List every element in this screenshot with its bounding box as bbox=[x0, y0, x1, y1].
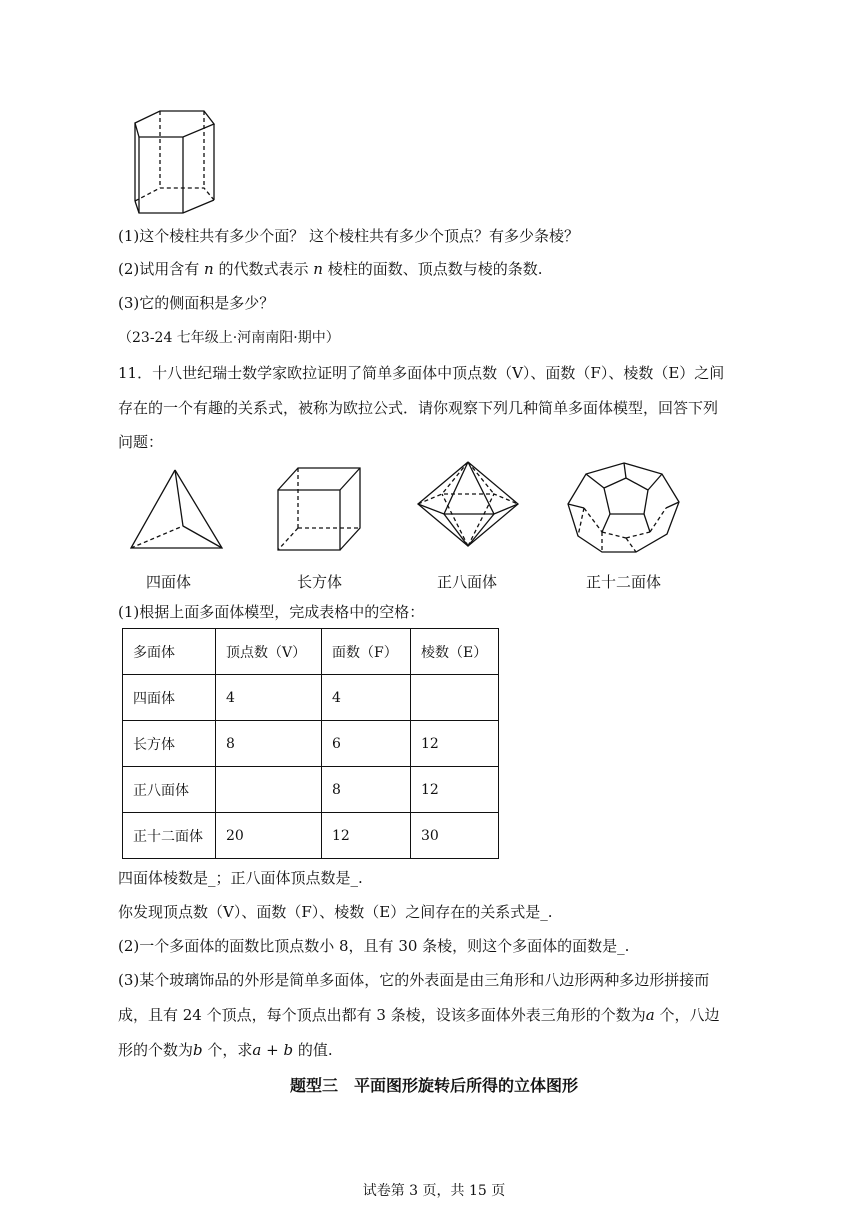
table-cell: 12 bbox=[411, 721, 499, 767]
table-cell bbox=[216, 767, 322, 813]
problem-11-intro-3: 问题： bbox=[118, 433, 164, 451]
table-cell: 20 bbox=[216, 813, 322, 859]
label-cuboid: 长方体 bbox=[297, 573, 343, 591]
hexagonal-prism-figure bbox=[126, 105, 222, 217]
header-cell: 棱数（E） bbox=[411, 629, 499, 675]
header-cell: 多面体 bbox=[123, 629, 216, 675]
question-2: (2)试用含有 n 的代数式表示 n 棱柱的面数、顶点数与棱的条数. bbox=[118, 260, 543, 278]
part-2: (2)一个多面体的面数比顶点数小 8，且有 30 条棱，则这个多面体的面数是_. bbox=[118, 937, 630, 955]
source-note: （23-24 七年级上·河南南阳·期中） bbox=[118, 330, 340, 346]
table-cell: 长方体 bbox=[123, 721, 216, 767]
question-1: (1)这个棱柱共有多少个面？ 这个棱柱共有多少个顶点？有多少条棱？ bbox=[118, 227, 580, 245]
part-1-prompt: (1)根据上面多面体模型，完成表格中的空格： bbox=[118, 603, 425, 621]
label-dodecahedron: 正十二面体 bbox=[586, 573, 662, 591]
table-cell: 30 bbox=[411, 813, 499, 859]
tetrahedron-figure bbox=[128, 466, 226, 552]
table-cell: 四面体 bbox=[123, 675, 216, 721]
answer-line-2: 你发现顶点数（V）、面数（F）、棱数（E）之间存在的关系式是_. bbox=[118, 903, 553, 921]
table-cell: 正八面体 bbox=[123, 767, 216, 813]
table-row bbox=[123, 813, 499, 859]
octahedron-figure bbox=[414, 458, 524, 550]
problem-11-intro-2: 存在的一个有趣的关系式，被称为欧拉公式．请你观察下列几种简单多面体模型，回答下列 bbox=[118, 399, 719, 417]
table-row bbox=[123, 675, 499, 721]
answer-line-1: 四面体棱数是_；正八面体顶点数是_. bbox=[118, 869, 363, 887]
cuboid-figure bbox=[274, 464, 364, 554]
header-cell: 面数（F） bbox=[322, 629, 411, 675]
header-cell: 顶点数（V） bbox=[216, 629, 322, 675]
label-tetrahedron: 四面体 bbox=[146, 573, 192, 591]
table-cell: 4 bbox=[322, 675, 411, 721]
part-3-line-1: (3)某个玻璃饰品的外形是简单多面体，它的外表面是由三角形和八边形两种多边形拼接而 bbox=[118, 971, 710, 989]
question-3: (3)它的侧面积是多少？ bbox=[118, 294, 275, 312]
table-cell: 6 bbox=[322, 721, 411, 767]
part-3-line-3: 形的个数为b 个，求a + b 的值. bbox=[118, 1041, 333, 1059]
dodecahedron-figure bbox=[564, 460, 684, 556]
table-cell: 正十二面体 bbox=[123, 813, 216, 859]
label-octahedron: 正八面体 bbox=[437, 573, 498, 591]
section-heading: 题型三 平面图形旋转后所得的立体图形 bbox=[289, 1076, 578, 1095]
part-3-line-2: 成，且有 24 个顶点，每个顶点出都有 3 条棱，设该多面体外表三角形的个数为a 个，八边 bbox=[118, 1006, 720, 1024]
table-cell: 12 bbox=[411, 767, 499, 813]
page-footer: 试卷第 3 页，共 15 页 bbox=[362, 1183, 506, 1199]
table-cell: 12 bbox=[322, 813, 411, 859]
table-cell bbox=[411, 675, 499, 721]
polyhedra-table bbox=[122, 628, 499, 859]
problem-11-intro-1: 11．十八世纪瑞士数学家欧拉证明了简单多面体中顶点数（V）、面数（F）、棱数（E）之间 bbox=[118, 364, 725, 382]
table-cell: 8 bbox=[216, 721, 322, 767]
table-cell: 8 bbox=[322, 767, 411, 813]
table-header-row bbox=[123, 629, 499, 675]
table-row bbox=[123, 721, 499, 767]
table-row bbox=[123, 767, 499, 813]
table-cell: 4 bbox=[216, 675, 322, 721]
